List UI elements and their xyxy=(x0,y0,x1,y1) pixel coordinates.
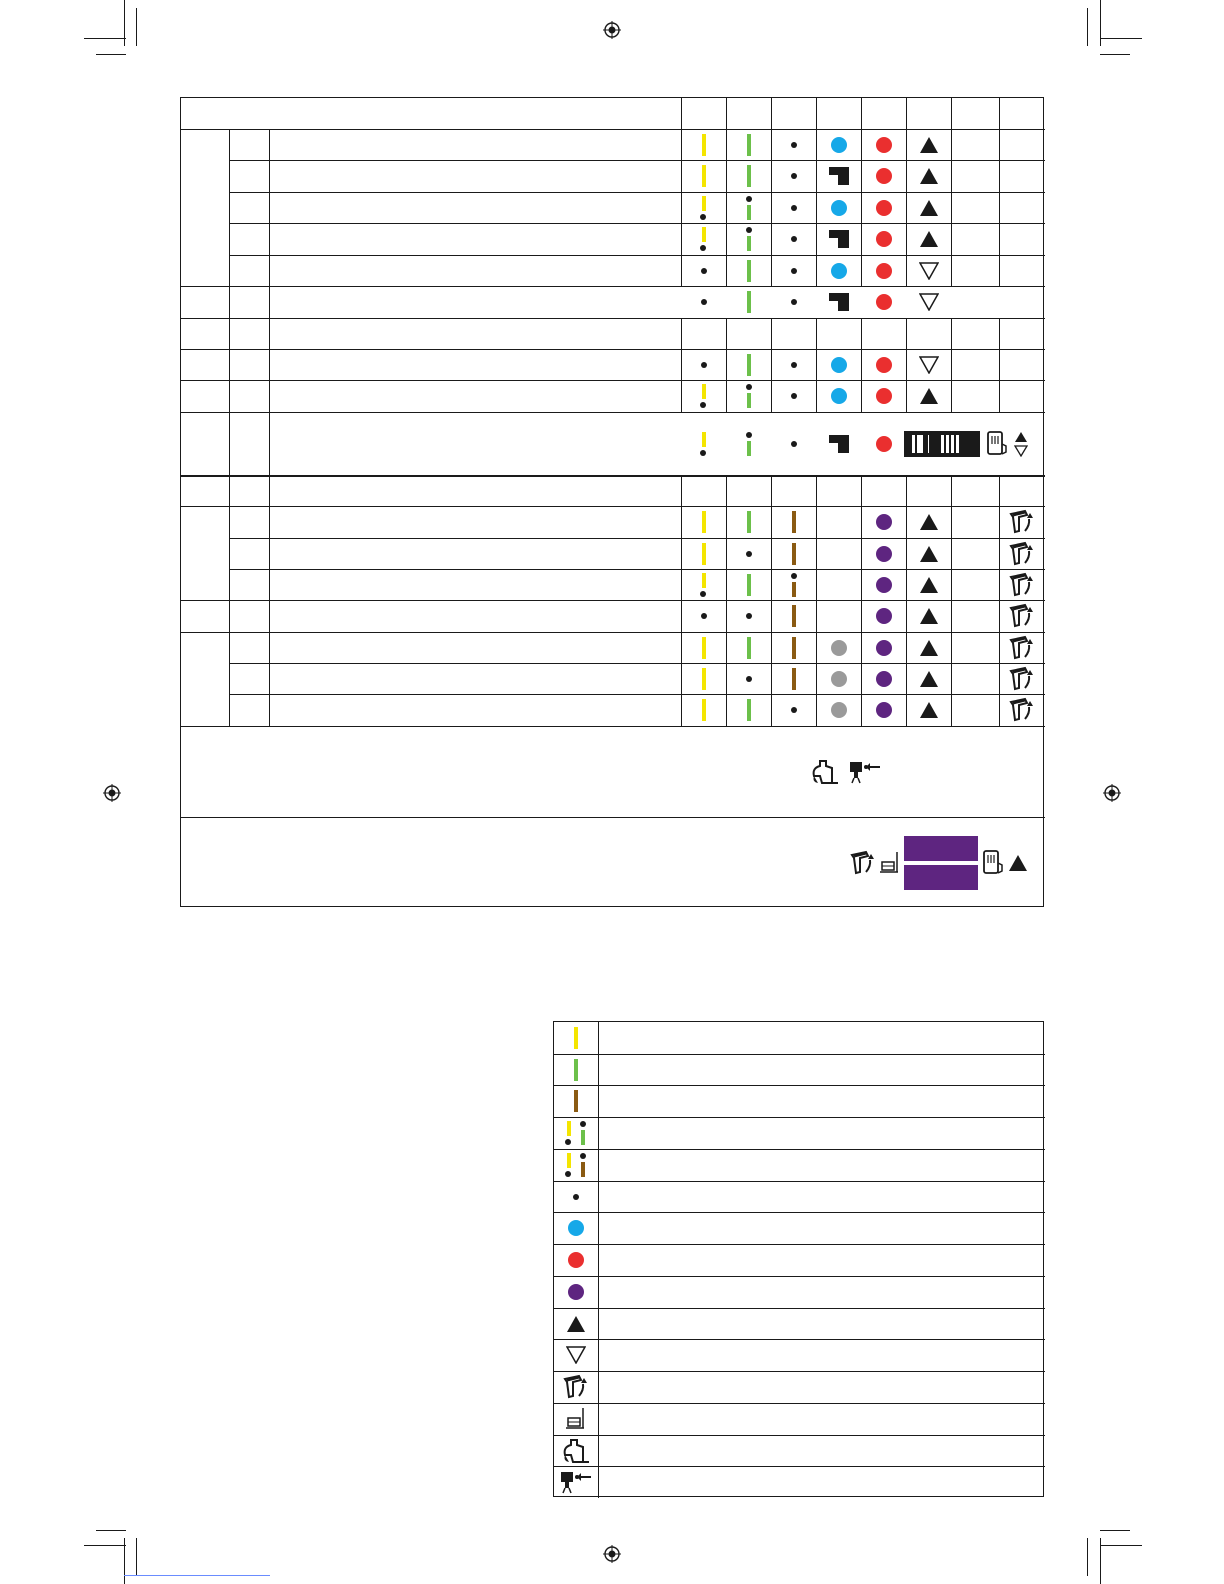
table-rule xyxy=(229,129,230,726)
table-cell xyxy=(771,129,816,160)
table-cell xyxy=(681,694,726,726)
table-cell xyxy=(681,223,726,255)
crop-mark xyxy=(124,0,125,46)
brown-i-icon xyxy=(578,1153,588,1177)
table-cell xyxy=(681,129,726,160)
table-cell xyxy=(771,694,816,726)
table-rule xyxy=(269,129,270,726)
steam-icon xyxy=(1009,603,1035,629)
table-cell xyxy=(681,380,726,412)
machine-icon xyxy=(982,849,1004,877)
black-flag-icon xyxy=(828,292,850,312)
table-cell xyxy=(816,255,861,286)
yellow-exclamation-icon xyxy=(699,573,709,597)
green-bar-icon xyxy=(744,291,754,313)
green-bar-icon xyxy=(744,260,754,282)
table-rule xyxy=(181,318,1045,319)
gray-circle-icon xyxy=(830,701,848,719)
table-cell xyxy=(861,286,906,318)
table-cell xyxy=(861,349,906,380)
yellow-exclamation-icon xyxy=(564,1153,574,1177)
table-cell xyxy=(726,380,771,412)
table-cell xyxy=(771,569,816,600)
table-cell xyxy=(771,412,816,475)
table-rule xyxy=(999,318,1000,412)
legend-row xyxy=(554,1339,598,1371)
table-cell xyxy=(726,223,771,255)
purple-block-icon xyxy=(904,836,978,890)
table-cell xyxy=(861,160,906,192)
table-cell xyxy=(861,694,906,726)
table-rule xyxy=(951,98,952,286)
yellow-bar-icon xyxy=(699,165,709,187)
dot-icon xyxy=(745,612,753,620)
triangle-up-icon xyxy=(566,1315,586,1333)
table-cell xyxy=(771,192,816,223)
compatibility-table xyxy=(180,97,1044,907)
table-cell xyxy=(906,160,951,192)
table-cell xyxy=(681,286,726,318)
table-cell xyxy=(681,255,726,286)
table-rule xyxy=(554,1371,1045,1372)
table-cell xyxy=(906,223,951,255)
table-cell xyxy=(816,286,861,318)
yellow-bar-icon xyxy=(699,668,709,690)
green-i-icon xyxy=(744,432,754,456)
triangle-up-icon xyxy=(919,576,939,594)
crop-mark xyxy=(1100,1530,1130,1531)
crop-mark xyxy=(1100,0,1101,46)
footer-icons-1 xyxy=(796,726,896,817)
table-cell xyxy=(726,538,771,569)
table-cell xyxy=(681,349,726,380)
crop-mark xyxy=(96,54,126,55)
legend-row xyxy=(554,1308,598,1340)
legend-row xyxy=(554,1212,598,1244)
table-rule xyxy=(554,1339,1045,1340)
legend-row xyxy=(554,1149,598,1181)
steam-icon xyxy=(1009,509,1035,535)
table-cell xyxy=(861,192,906,223)
table-cell xyxy=(726,286,771,318)
dot-icon xyxy=(790,172,798,180)
triangle-down-icon xyxy=(919,356,939,374)
legend-row xyxy=(554,1022,598,1054)
crop-mark xyxy=(1087,1538,1088,1576)
table-cell xyxy=(999,506,1045,538)
table-cell xyxy=(726,506,771,538)
triangle-up-icon xyxy=(919,607,939,625)
legend-row xyxy=(554,1054,598,1086)
dot-icon xyxy=(700,267,708,275)
table-cell xyxy=(726,412,771,475)
nozzle-icon xyxy=(848,759,882,785)
table-cell xyxy=(771,506,816,538)
table-cell xyxy=(861,129,906,160)
table-cell xyxy=(726,255,771,286)
table-cell xyxy=(816,663,861,694)
yellow-bar-icon xyxy=(571,1027,581,1049)
registration-mark-icon xyxy=(1103,784,1121,802)
table-rule xyxy=(951,475,952,726)
table-cell xyxy=(726,569,771,600)
triangle-up-icon xyxy=(919,513,939,531)
dot-icon xyxy=(572,1193,580,1201)
steam-icon xyxy=(563,1374,589,1400)
table-cell xyxy=(999,694,1045,726)
legend-row xyxy=(554,1117,598,1149)
milk-frother-icon xyxy=(561,1437,591,1465)
table-rule xyxy=(554,1276,1045,1277)
triangle-up-icon xyxy=(919,670,939,688)
yellow-bar-icon xyxy=(699,637,709,659)
triangle-up-icon xyxy=(919,199,939,217)
table-cell xyxy=(906,380,951,412)
red-circle-icon xyxy=(875,262,893,280)
table-cell xyxy=(906,129,951,160)
barcode-icon xyxy=(904,431,980,457)
table-rule xyxy=(999,98,1000,286)
table-rule xyxy=(554,1435,1045,1436)
triangle-up-icon xyxy=(919,387,939,405)
green-bar-icon xyxy=(571,1059,581,1081)
table-cell xyxy=(681,192,726,223)
milk-frother-icon xyxy=(810,758,840,786)
table-cell xyxy=(906,569,951,600)
footer-icons-2 xyxy=(836,817,1041,908)
dot-icon xyxy=(790,298,798,306)
triangle-down-icon xyxy=(566,1346,586,1364)
table-cell xyxy=(771,160,816,192)
yellow-bar-icon xyxy=(699,134,709,156)
table-cell xyxy=(681,506,726,538)
table-rule xyxy=(554,1117,1045,1118)
dot-icon xyxy=(790,267,798,275)
table-cell xyxy=(726,600,771,632)
purple-circle-icon xyxy=(875,513,893,531)
dot-icon xyxy=(790,235,798,243)
machine-icon xyxy=(986,430,1008,458)
crop-mark xyxy=(1087,8,1088,46)
table-cell xyxy=(906,600,951,632)
table-rule xyxy=(598,1022,599,1498)
red-circle-icon xyxy=(875,293,893,311)
table-cell xyxy=(771,223,816,255)
link-underline xyxy=(124,1575,270,1576)
table-rule xyxy=(554,1149,1045,1150)
yellow-exclamation-icon xyxy=(699,432,709,456)
dot-icon xyxy=(790,706,798,714)
legend-row xyxy=(554,1466,598,1498)
red-circle-icon xyxy=(875,230,893,248)
table-cell xyxy=(861,380,906,412)
triangle-down-icon xyxy=(919,293,939,311)
green-bar-icon xyxy=(744,511,754,533)
red-circle-icon xyxy=(875,387,893,405)
table-cell xyxy=(726,663,771,694)
table-cell xyxy=(816,349,861,380)
green-bar-icon xyxy=(744,134,754,156)
table-cell xyxy=(726,349,771,380)
table-rule xyxy=(181,726,1045,727)
purple-circle-icon xyxy=(875,701,893,719)
table-cell xyxy=(771,538,816,569)
dot-icon xyxy=(700,361,708,369)
green-bar-icon xyxy=(744,699,754,721)
crop-mark xyxy=(96,1530,126,1531)
purple-circle-icon xyxy=(875,639,893,657)
brown-bar-icon xyxy=(789,543,799,565)
table-cell xyxy=(861,632,906,663)
table-cell xyxy=(726,632,771,663)
dot-icon xyxy=(790,392,798,400)
steam-icon xyxy=(1009,635,1035,661)
triangle-down-icon xyxy=(919,262,939,280)
dot-icon xyxy=(790,204,798,212)
table-cell xyxy=(771,600,816,632)
table-cell xyxy=(861,663,906,694)
table-cell xyxy=(999,538,1045,569)
blue-circle-icon xyxy=(830,136,848,154)
table-cell xyxy=(861,538,906,569)
table-rule xyxy=(554,1054,1045,1055)
table-rule xyxy=(554,1308,1045,1309)
green-i-icon xyxy=(744,384,754,408)
green-bar-icon xyxy=(744,574,754,596)
red-circle-icon xyxy=(875,435,893,453)
blue-circle-icon xyxy=(567,1219,585,1237)
dot-icon xyxy=(700,612,708,620)
dot-icon xyxy=(790,361,798,369)
cup-stand-icon xyxy=(880,850,900,876)
blue-circle-icon xyxy=(830,356,848,374)
legend-row xyxy=(554,1435,598,1467)
table-cell xyxy=(771,349,816,380)
table-cell xyxy=(681,160,726,192)
crop-mark xyxy=(1100,54,1130,55)
brown-bar-icon xyxy=(789,511,799,533)
green-i-icon xyxy=(578,1121,588,1145)
table-rule xyxy=(554,1181,1045,1182)
yellow-exclamation-icon xyxy=(699,196,709,220)
table-cell xyxy=(681,412,726,475)
table-cell xyxy=(906,349,951,380)
black-flag-icon xyxy=(828,166,850,186)
steam-icon xyxy=(1009,541,1035,567)
table-cell xyxy=(906,286,951,318)
yellow-exclamation-icon xyxy=(699,227,709,251)
table-cell xyxy=(906,663,951,694)
table-cell xyxy=(906,538,951,569)
double-triangle-icon xyxy=(1014,431,1028,457)
brown-bar-icon xyxy=(571,1090,581,1112)
table-cell xyxy=(726,694,771,726)
table-cell xyxy=(999,663,1045,694)
table-cell xyxy=(861,569,906,600)
table-cell xyxy=(681,663,726,694)
registration-mark-icon xyxy=(603,21,621,39)
black-flag-icon xyxy=(828,434,850,454)
red-circle-icon xyxy=(875,199,893,217)
green-bar-icon xyxy=(744,637,754,659)
table-cell xyxy=(861,506,906,538)
table-cell xyxy=(861,255,906,286)
table-cell xyxy=(906,506,951,538)
table-cell xyxy=(726,129,771,160)
legend-row xyxy=(554,1181,598,1213)
table-cell xyxy=(816,129,861,160)
black-flag-icon xyxy=(828,229,850,249)
table-rule xyxy=(554,1212,1045,1213)
table-rule xyxy=(554,1244,1045,1245)
purple-circle-icon xyxy=(875,545,893,563)
table-cell xyxy=(771,663,816,694)
dot-icon xyxy=(790,440,798,448)
blue-circle-icon xyxy=(830,199,848,217)
gray-circle-icon xyxy=(830,670,848,688)
triangle-up-icon xyxy=(1008,854,1028,872)
table-cell xyxy=(681,538,726,569)
table-cell xyxy=(906,255,951,286)
bar-row-icons xyxy=(896,412,1036,475)
green-bar-icon xyxy=(744,354,754,376)
table-rule xyxy=(554,1403,1045,1404)
brown-i-icon xyxy=(789,573,799,597)
table-cell xyxy=(816,160,861,192)
nozzle-icon xyxy=(559,1469,593,1495)
table-cell xyxy=(816,632,861,663)
table-cell xyxy=(681,569,726,600)
red-circle-icon xyxy=(875,167,893,185)
table-cell xyxy=(816,223,861,255)
triangle-up-icon xyxy=(919,701,939,719)
table-cell xyxy=(681,632,726,663)
table-cell xyxy=(816,192,861,223)
table-cell xyxy=(906,632,951,663)
registration-mark-icon xyxy=(603,1545,621,1563)
red-circle-icon xyxy=(567,1251,585,1269)
table-cell xyxy=(681,600,726,632)
table-rule xyxy=(554,1085,1045,1086)
crop-mark xyxy=(1100,1545,1142,1546)
dot-icon xyxy=(745,675,753,683)
green-bar-icon xyxy=(744,165,754,187)
crop-mark xyxy=(1100,38,1142,39)
table-cell xyxy=(771,286,816,318)
table-cell xyxy=(861,223,906,255)
table-cell xyxy=(726,192,771,223)
table-cell xyxy=(906,694,951,726)
purple-circle-icon xyxy=(875,670,893,688)
yellow-exclamation-icon xyxy=(564,1121,574,1145)
yellow-bar-icon xyxy=(699,543,709,565)
yellow-exclamation-icon xyxy=(699,384,709,408)
triangle-up-icon xyxy=(919,230,939,248)
table-cell xyxy=(816,412,861,475)
brown-bar-icon xyxy=(789,605,799,627)
triangle-up-icon xyxy=(919,639,939,657)
steam-icon xyxy=(1009,666,1035,692)
steam-icon xyxy=(850,850,876,876)
red-circle-icon xyxy=(875,356,893,374)
crop-mark xyxy=(84,38,126,39)
yellow-bar-icon xyxy=(699,699,709,721)
blue-circle-icon xyxy=(830,387,848,405)
purple-circle-icon xyxy=(875,576,893,594)
blue-circle-icon xyxy=(830,262,848,280)
table-rule xyxy=(951,318,952,412)
legend-row xyxy=(554,1371,598,1403)
table-cell xyxy=(999,600,1045,632)
registration-mark-icon xyxy=(103,784,121,802)
table-cell xyxy=(999,632,1045,663)
legend-row xyxy=(554,1244,598,1276)
table-cell xyxy=(771,255,816,286)
table-cell xyxy=(816,694,861,726)
crop-mark xyxy=(136,8,137,46)
table-cell xyxy=(771,632,816,663)
purple-circle-icon xyxy=(567,1283,585,1301)
crop-mark xyxy=(136,1538,137,1576)
dot-icon xyxy=(700,298,708,306)
legend-row xyxy=(554,1403,598,1435)
steam-icon xyxy=(1009,572,1035,598)
table-rule xyxy=(181,475,1045,477)
triangle-up-icon xyxy=(919,545,939,563)
brown-bar-icon xyxy=(789,637,799,659)
crop-mark xyxy=(84,1545,126,1546)
legend-row xyxy=(554,1085,598,1117)
purple-circle-icon xyxy=(875,607,893,625)
table-cell xyxy=(906,192,951,223)
dot-icon xyxy=(790,141,798,149)
legend-table xyxy=(553,1021,1044,1497)
triangle-up-icon xyxy=(919,136,939,154)
steam-icon xyxy=(1009,697,1035,723)
table-cell xyxy=(816,380,861,412)
legend-row xyxy=(554,1276,598,1308)
green-i-icon xyxy=(744,227,754,251)
green-i-icon xyxy=(744,196,754,220)
yellow-bar-icon xyxy=(699,511,709,533)
triangle-up-icon xyxy=(919,167,939,185)
red-circle-icon xyxy=(875,136,893,154)
table-cell xyxy=(771,380,816,412)
dot-icon xyxy=(745,550,753,558)
table-cell xyxy=(999,569,1045,600)
cup-stand-icon xyxy=(566,1406,586,1432)
table-cell xyxy=(726,160,771,192)
gray-circle-icon xyxy=(830,639,848,657)
table-cell xyxy=(861,600,906,632)
brown-bar-icon xyxy=(789,668,799,690)
table-rule xyxy=(554,1466,1045,1467)
